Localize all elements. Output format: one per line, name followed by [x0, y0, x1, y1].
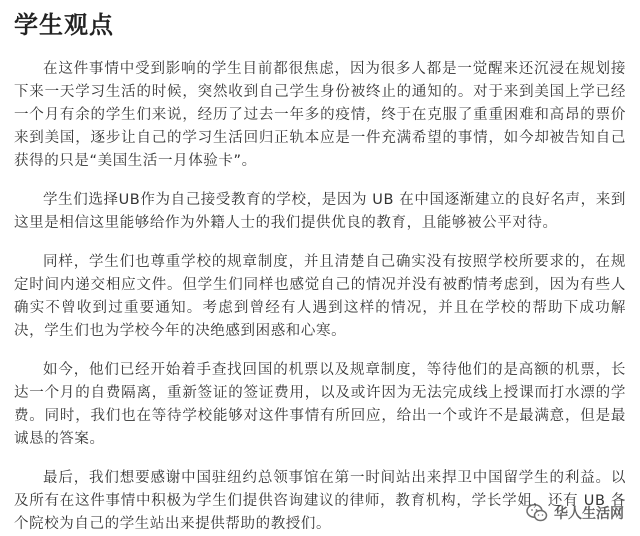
paragraph-3: 同样，学生们也尊重学校的规章制度，并且清楚自己确实没有按照学校所要求的，在规定时间内递交相应文件。但学生们同样也感觉自己的情况并没有被酌情考虑到，因为有些人确实不曾收到过重要通知。考虑到曾经有人遇到这样的情况，并且在学校的帮助下成功解决，学生们也为学校今年的决绝感到困惑和心寒。 [14, 254, 626, 339]
paragraph-5: 最后，我们想要感谢中国驻纽约总领事馆在第一时间站出来捍卫中国留学生的利益。以及所有在这件事情中积极为学生们提供咨询建议的律师，教育机构，学长学姐，还有 UB 各个院校为自己的学生站出来提供帮助的教授们。 [14, 470, 626, 532]
section-title: 学生观点 [14, 11, 114, 39]
paragraph-2: 学生们选择UB作为自己接受教育的学校，是因为 UB 在中国逐渐建立的良好名声，来到这里是相信这里能够给作为外籍人士的我们提供优良的教育，且能够被公平对待。 [14, 192, 626, 231]
paragraph-1: 在这件事情中受到影响的学生目前都很焦虑，因为很多人都是一觉醒来还沉浸在规划接下来一天学习生活的时候，突然收到自己学生身份被终止的通知的。对于来到美国上学已经一个月有余的学生们来说，经历了过去一年多的疫情，终于在克服了重重困难和高昂的票价来到美国，逐步让自己的学习生活回归正轨本应是一件充满希望的事情，如今却被告知自己获得的只是“美国生活一月体验卡”。 [14, 61, 626, 169]
watermark-text: 华人生活网 [554, 506, 624, 522]
article [14, 0, 626, 536]
paragraph-4: 如今，他们已经开始着手查找回国的机票以及规章制度，等待他们的是高额的机票，长达一个月的自费隔离，重新签证的签证费用，以及或许因为无法完成线上授课而打水漂的学费。同时，我们也在等待学校能够对这件事情有所回应，给出一个或许不是最满意，但是最诚恳的答案。 [14, 362, 626, 447]
wechat-icon [526, 503, 548, 523]
watermark [526, 503, 624, 523]
